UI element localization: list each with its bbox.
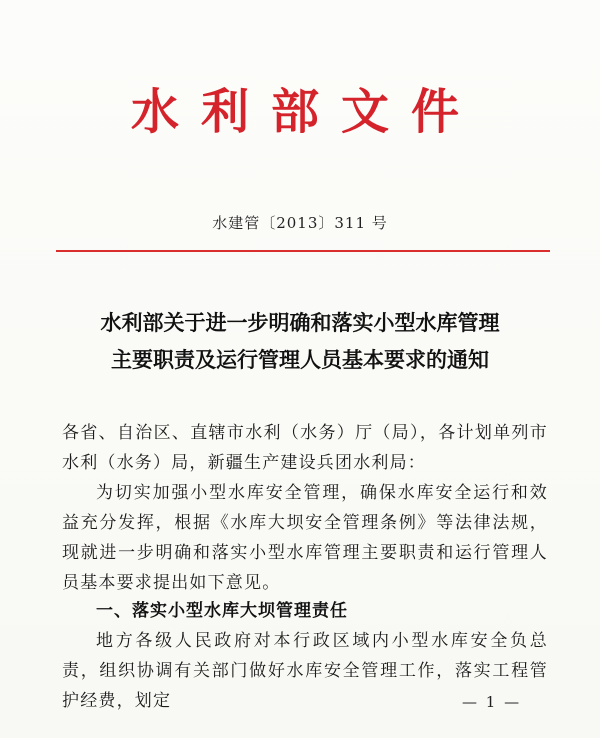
red-divider-line <box>56 250 550 252</box>
body-paragraph-1: 为切实加强小型水库安全管理，确保水库安全运行和效益充分发挥，根据《水库大坝安全管理条例》等法律法规，现就进一步明确和落实小型水库管理主要职责和运行管理人员基本要求提出如下意见。 <box>62 483 548 593</box>
body-paragraph-2: 地方各级人民政府对本行政区域内小型水库安全负总责，组织协调有关部门做好水库安全管理工作，落实工程管护经费，划定 <box>62 631 548 711</box>
notice-title-line-2: 主要职责及运行管理人员基本要求的通知 <box>111 348 489 372</box>
addressee-paragraph: 各省、自治区、直辖市水利（水务）厅（局），各计划单列市水利（水务）局，新疆生产建设兵团水利局： <box>62 423 548 473</box>
page-number: — 1 — <box>462 693 522 711</box>
notice-title-line-1: 水利部关于进一步明确和落实小型水库管理 <box>100 311 500 335</box>
document-header-title: 水利部文件 <box>130 84 481 140</box>
document-number: 水建管〔2013〕311 号 <box>212 214 388 232</box>
notice-title <box>0 305 600 379</box>
section-heading-1: 一、落实小型水库大坝管理责任 <box>96 601 348 621</box>
